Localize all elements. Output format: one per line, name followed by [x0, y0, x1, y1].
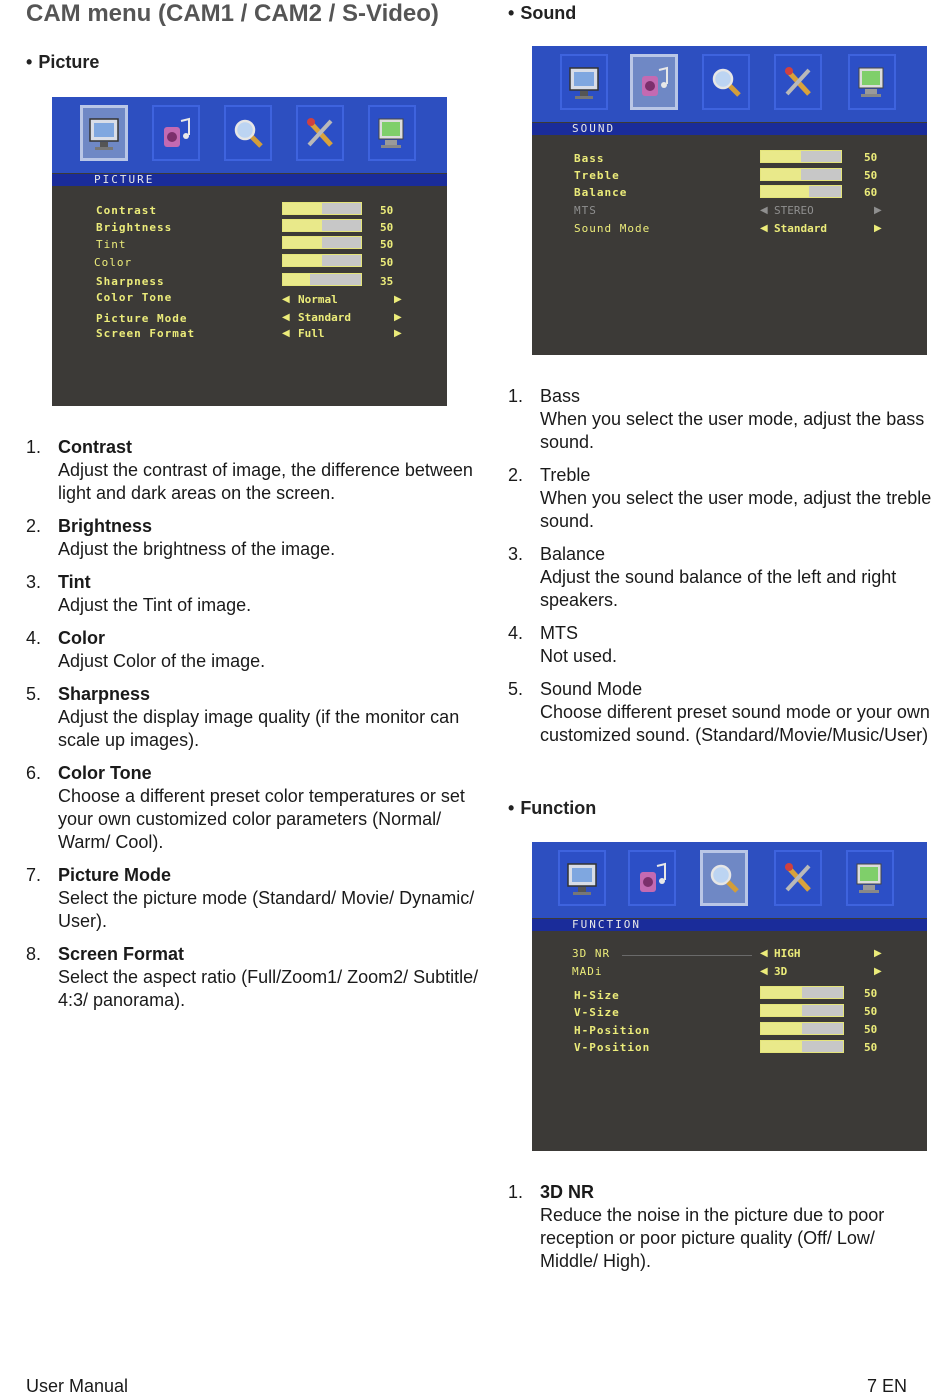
function-osd-screenshot — [532, 842, 927, 1151]
list-item: 4. Color Adjust Color of the image. — [26, 628, 266, 671]
osd-value-brightness: 50 — [380, 221, 394, 234]
pc-monitor-icon — [848, 54, 896, 110]
osd-slider-bass — [760, 150, 842, 163]
osd-value-h-size: 50 — [864, 987, 878, 1000]
osd-label-sound-mode: Sound Mode — [574, 222, 651, 235]
osd-value-h-position: 50 — [864, 1023, 878, 1036]
osd-slider-color — [282, 254, 362, 267]
music-note-icon — [628, 850, 676, 906]
osd-value-sharpness: 35 — [380, 275, 394, 288]
list-item: 2. Treble When you select the user mode, adjust the treble sound. — [508, 465, 932, 531]
section-heading-function: • Function — [508, 798, 597, 818]
tools-icon — [296, 105, 344, 161]
list-item: 3. Tint Adjust the Tint of image. — [26, 572, 252, 615]
list-item: 8. Screen Format Select the aspect ratio (Full/Zoom1/ Zoom2/ Subtitle/ 4:3/ panorama). — [26, 944, 479, 1010]
osd-option-madi: 3D — [774, 965, 788, 978]
function-settings-list — [508, 1181, 928, 1283]
right-arrow-icon: ▶ — [874, 223, 882, 234]
osd-value-v-size: 50 — [864, 1005, 878, 1018]
left-arrow-icon: ◀ — [760, 948, 768, 959]
right-arrow-icon: ▶ — [394, 328, 402, 339]
right-arrow-icon: ▶ — [874, 205, 882, 216]
right-arrow-icon: ▶ — [874, 948, 882, 959]
monitor-icon — [558, 850, 606, 906]
page-number: 7 EN — [867, 1376, 908, 1396]
section-heading-sound: • Sound — [508, 3, 577, 23]
sound-settings-list — [508, 385, 933, 757]
osd-slider-balance — [760, 185, 842, 198]
osd-label-v-size: V-Size — [574, 1006, 620, 1019]
magnifier-icon — [700, 850, 748, 906]
osd-option-sound-mode: Standard — [774, 222, 827, 235]
osd-label-bass: Bass — [574, 152, 605, 165]
osd-label-h-position: H-Position — [574, 1024, 651, 1037]
osd-slider-treble — [760, 168, 842, 181]
list-item: 2. Brightness Adjust the brightness of the image. — [26, 516, 336, 559]
monitor-icon — [80, 105, 128, 161]
osd-label-v-position: V-Position — [574, 1041, 651, 1054]
right-arrow-icon: ▶ — [394, 312, 402, 323]
picture-settings-list — [26, 436, 481, 1022]
osd-label-color: Color — [94, 256, 133, 269]
osd-label-balance: Balance — [574, 186, 628, 199]
osd-section-header: SOUND — [532, 123, 927, 135]
osd-label-treble: Treble — [574, 169, 620, 182]
tools-icon — [774, 850, 822, 906]
right-arrow-icon: ▶ — [394, 294, 402, 305]
music-note-icon — [630, 54, 678, 110]
magnifier-icon — [702, 54, 750, 110]
osd-section-header: FUNCTION — [532, 919, 927, 931]
list-item: 5. Sound Mode Choose different preset sound mode or your own customized sound. (Standard/Movie/Music/User) — [508, 679, 930, 745]
right-arrow-icon: ▶ — [874, 966, 882, 977]
osd-option-color-tone: Normal — [298, 293, 338, 306]
osd-label-tint: Tint — [96, 238, 127, 251]
osd-label-screen-format: Screen Format — [96, 327, 196, 340]
osd-slider-v-position — [760, 1040, 844, 1053]
list-item: 7. Picture Mode Select the picture mode (Standard/ Movie/ Dynamic/ User). — [26, 865, 475, 931]
magnifier-icon — [224, 105, 272, 161]
list-item: 1. Bass When you select the user mode, adjust the bass sound. — [508, 386, 925, 452]
left-arrow-icon: ◀ — [282, 294, 290, 305]
picture-osd-screenshot — [52, 97, 447, 406]
osd-option-screen-format: Full — [298, 327, 325, 340]
divider — [622, 955, 752, 956]
left-arrow-icon: ◀ — [760, 966, 768, 977]
osd-slider-v-size — [760, 1004, 844, 1017]
osd-section-header: PICTURE — [52, 174, 447, 186]
osd-value-treble: 50 — [864, 169, 878, 182]
osd-label-contrast: Contrast — [96, 204, 157, 217]
osd-option-3d-nr: HIGH — [774, 947, 801, 960]
pc-monitor-icon — [846, 850, 894, 906]
sound-osd-screenshot — [532, 46, 927, 355]
tools-icon — [774, 54, 822, 110]
osd-label-color-tone: Color Tone — [96, 291, 173, 304]
osd-slider-h-position — [760, 1022, 844, 1035]
osd-option-mts: STEREO — [774, 204, 814, 217]
osd-slider-contrast — [282, 202, 362, 215]
left-arrow-icon: ◀ — [282, 328, 290, 339]
page-title: CAM menu (CAM1 / CAM2 / S-Video) — [26, 0, 439, 27]
pc-monitor-icon — [368, 105, 416, 161]
osd-label-3d-nr: 3D NR — [572, 947, 611, 960]
list-item: 3. Balance Adjust the sound balance of the left and right speakers. — [508, 544, 897, 610]
left-arrow-icon: ◀ — [760, 205, 768, 216]
list-item: 4. MTS Not used. — [508, 623, 618, 666]
list-item: 5. Sharpness Adjust the display image quality (if the monitor can scale up images). — [26, 684, 460, 750]
osd-label-h-size: H-Size — [574, 989, 620, 1002]
osd-slider-sharpness — [282, 273, 362, 286]
osd-value-color: 50 — [380, 256, 394, 269]
monitor-icon — [560, 54, 608, 110]
osd-slider-tint — [282, 236, 362, 249]
osd-label-madi: MADi — [572, 965, 603, 978]
list-item: 6. Color Tone Choose a different preset color temperatures or set your own customized color parameters (Normal/ Warm/ Cool). — [26, 763, 465, 852]
osd-value-bass: 50 — [864, 151, 878, 164]
osd-label-brightness: Brightness — [96, 221, 173, 234]
osd-label-picture-mode: Picture Mode — [96, 312, 188, 325]
left-arrow-icon: ◀ — [760, 223, 768, 234]
osd-label-mts: MTS — [574, 204, 597, 217]
list-item: 1. 3D NR Reduce the noise in the picture due to poor reception or poor picture quality (Off/ Low/ Middle/ High). — [508, 1182, 885, 1271]
list-item: 1. Contrast Adjust the contrast of image, the difference between light and dark areas on the screen. — [26, 437, 473, 503]
osd-value-v-position: 50 — [864, 1041, 878, 1054]
left-arrow-icon: ◀ — [282, 312, 290, 323]
music-note-icon — [152, 105, 200, 161]
osd-value-contrast: 50 — [380, 204, 394, 217]
osd-slider-brightness — [282, 219, 362, 232]
osd-value-balance: 60 — [864, 186, 878, 199]
osd-label-sharpness: Sharpness — [96, 275, 165, 288]
osd-option-picture-mode: Standard — [298, 311, 351, 324]
osd-value-tint: 50 — [380, 238, 394, 251]
footer-left: User Manual — [26, 1376, 129, 1396]
osd-slider-h-size — [760, 986, 844, 999]
section-heading-picture: • Picture — [26, 52, 100, 72]
